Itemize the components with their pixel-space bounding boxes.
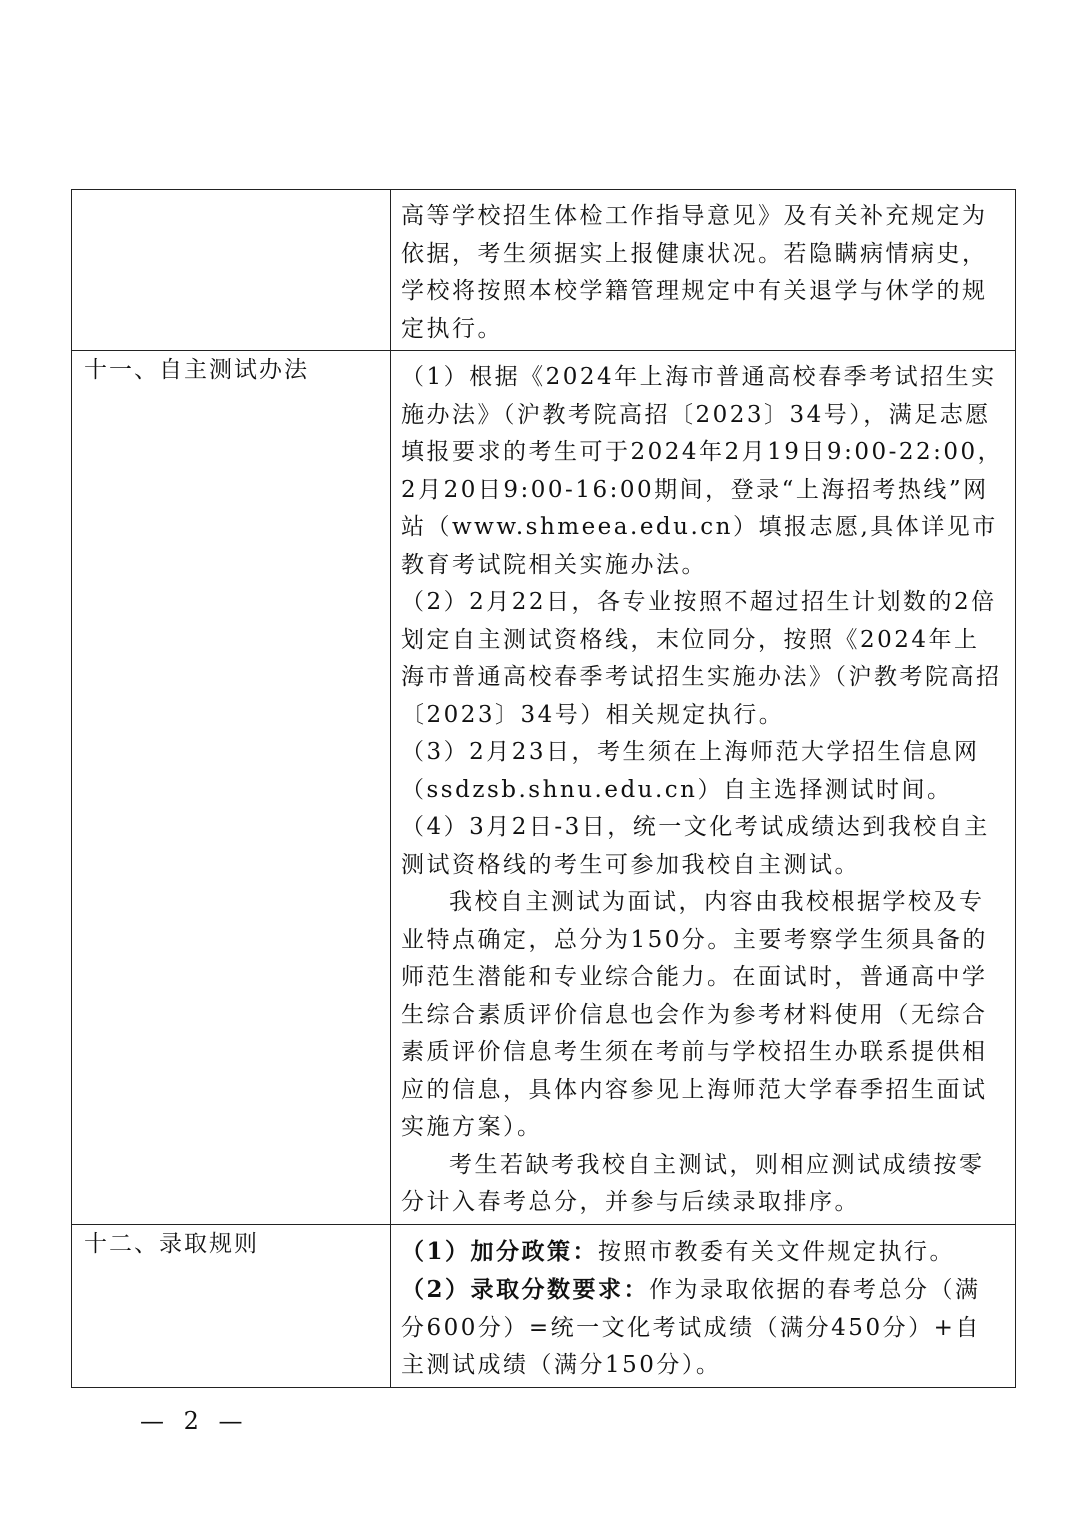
table-row [72,1224,1016,1387]
bold-heading: （2）录取分数要求： [401,1276,650,1303]
row-content-cell [391,190,1016,351]
paragraph: （3）2月23日，考生须在上海师范大学招生信息网（ssdzsb.shnu.edu.cn）自主选择测试时间。 [401,739,980,803]
paragraph: （1）根据《2024年上海市普通高校春季考试招生实施办法》（沪教考院高招〔2023〕34号），满足志愿填报要求的考生可于2024年2月19日9:00-22:00，2月20日9:00-16:00期间，登录“上海招考热线”网站（www.shmeea.edu.cn）填报志愿,具体详见市教育考试院相关实施办法。 [401,364,1004,578]
paragraph: 高等学校招生体检工作指导意见》及有关补充规定为依据，考生须据实上报健康状况。若隐瞒病情病史，学校将按照本校学籍管理规定中有关退学与休学的规定执行。 [401,203,988,342]
row-content-cell [391,1224,1016,1387]
row-label-cell [72,351,391,1225]
row-label-cell [72,1224,391,1387]
row-label-self-test: 十一、自主测试办法 [84,357,309,383]
paragraph: （4）3月2日-3日，统一文化考试成绩达到我校自主测试资格线的考生可参加我校自主测试。 [401,814,990,878]
policy-table [71,189,1016,1388]
paragraph: 我校自主测试为面试，内容由我校根据学校及专业特点确定，总分为150分。主要考察学生须具备的师范生潜能和专业综合能力。在面试时，普通高中学生综合素质评价信息也会作为参考材料使用（无综合素质评价信息考生须在考前与学校招生办联系提供相应的信息，具体内容参见上海师范大学春季招生面试实施方案）。 [401,889,988,1140]
row-content-cell [391,351,1016,1225]
table-row [72,351,1016,1225]
paragraph: （2）2月22日，各专业按照不超过招生计划数的2倍划定自主测试资格线，末位同分，按照《2024年上海市普通高校春季考试招生实施办法》（沪教考院高招〔2023〕34号）相关规定执行。 [401,589,1002,728]
paragraph [401,1271,1005,1385]
table-row [72,190,1016,351]
row-label-admission-rules: 十二、录取规则 [84,1230,259,1257]
paragraph: 考生若缺考我校自主测试，则相应测试成绩按零分计入春考总分，并参与后续录取排序。 [401,1151,985,1215]
page-number: — 2 — [140,1407,249,1435]
paragraph-body: 按照市教委有关文件规定执行。 [598,1238,956,1265]
paragraph-body: 作为录取依据的春考总分（满分600分）=统一文化考试成绩（满分450分）+自主测试成绩（满分150分）。 [401,1277,981,1378]
row-label-cell [72,190,391,351]
paragraph [401,1233,1005,1272]
bold-heading: （1）加分政策： [401,1237,599,1265]
